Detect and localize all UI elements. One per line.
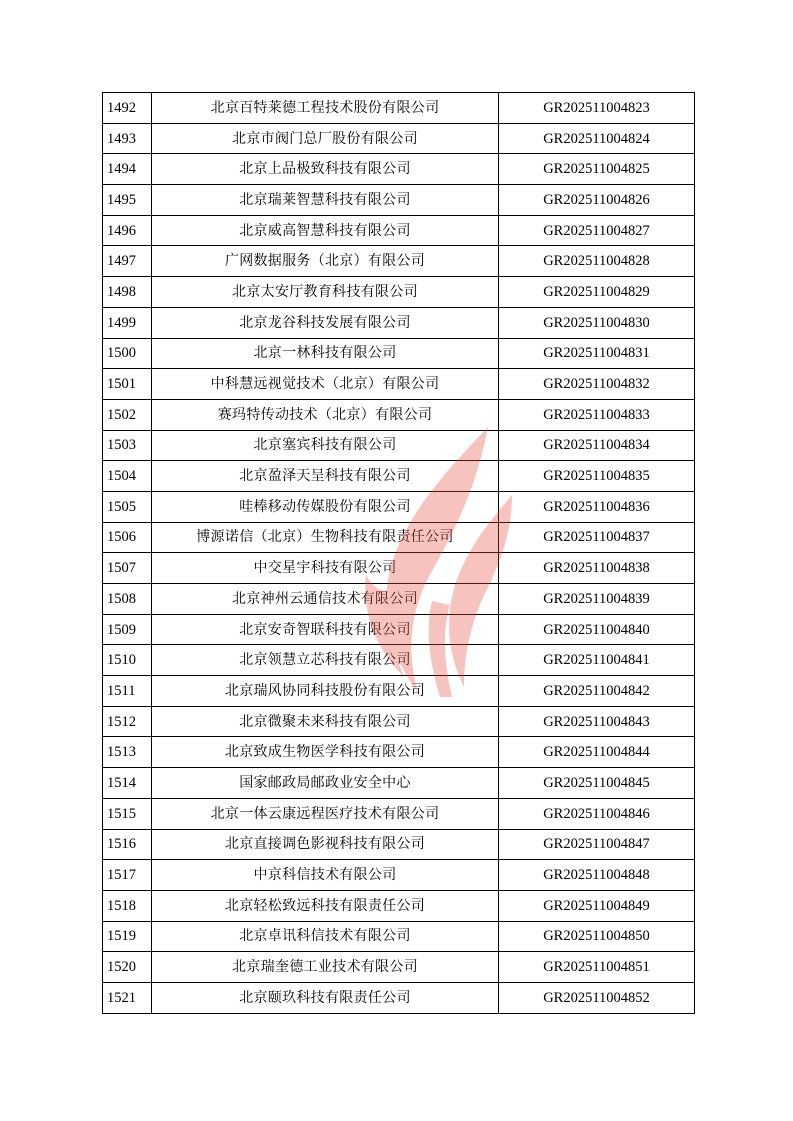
company-name-cell: 北京神州云通信技术有限公司 xyxy=(152,584,499,615)
certificate-code-cell: GR202511004829 xyxy=(499,277,695,308)
table-row xyxy=(103,952,695,983)
certificate-code-cell: GR202511004830 xyxy=(499,307,695,338)
company-name-cell: 北京太安厅教育科技有限公司 xyxy=(152,277,499,308)
company-name-cell: 北京盈泽天呈科技有限公司 xyxy=(152,461,499,492)
certificate-code-cell: GR202511004835 xyxy=(499,461,695,492)
row-number-cell: 1506 xyxy=(103,522,152,553)
table-row xyxy=(103,645,695,676)
company-name-cell: 北京塞宾科技有限公司 xyxy=(152,430,499,461)
certificate-code-cell: GR202511004837 xyxy=(499,522,695,553)
row-number-cell: 1508 xyxy=(103,584,152,615)
row-number-cell: 1515 xyxy=(103,798,152,829)
table-row xyxy=(103,185,695,216)
table-row xyxy=(103,93,695,124)
company-name-cell: 北京瑞莱智慧科技有限公司 xyxy=(152,185,499,216)
company-registry-table xyxy=(102,92,695,1014)
row-number-cell: 1521 xyxy=(103,982,152,1013)
table-row xyxy=(103,399,695,430)
certificate-code-cell: GR202511004839 xyxy=(499,584,695,615)
certificate-code-cell: GR202511004841 xyxy=(499,645,695,676)
certificate-code-cell: GR202511004849 xyxy=(499,890,695,921)
certificate-code-cell: GR202511004825 xyxy=(499,154,695,185)
row-number-cell: 1517 xyxy=(103,860,152,891)
row-number-cell: 1505 xyxy=(103,491,152,522)
table-row xyxy=(103,706,695,737)
company-name-cell: 北京百特莱德工程技术股份有限公司 xyxy=(152,93,499,124)
company-name-cell: 北京卓讯科信技术有限公司 xyxy=(152,921,499,952)
row-number-cell: 1507 xyxy=(103,553,152,584)
company-name-cell: 中交星宇科技有限公司 xyxy=(152,553,499,584)
company-name-cell: 国家邮政局邮政业安全中心 xyxy=(152,768,499,799)
table-row xyxy=(103,768,695,799)
certificate-code-cell: GR202511004850 xyxy=(499,921,695,952)
certificate-code-cell: GR202511004848 xyxy=(499,860,695,891)
company-name-cell: 北京一体云康远程医疗技术有限公司 xyxy=(152,798,499,829)
company-name-cell: 北京龙谷科技发展有限公司 xyxy=(152,307,499,338)
certificate-code-cell: GR202511004845 xyxy=(499,768,695,799)
table-row xyxy=(103,676,695,707)
company-name-cell: 北京瑞奎德工业技术有限公司 xyxy=(152,952,499,983)
table-row xyxy=(103,123,695,154)
company-name-cell: 广网数据服务（北京）有限公司 xyxy=(152,246,499,277)
table-row xyxy=(103,890,695,921)
certificate-code-cell: GR202511004838 xyxy=(499,553,695,584)
certificate-code-cell: GR202511004823 xyxy=(499,93,695,124)
row-number-cell: 1512 xyxy=(103,706,152,737)
row-number-cell: 1511 xyxy=(103,676,152,707)
certificate-code-cell: GR202511004833 xyxy=(499,399,695,430)
certificate-code-cell: GR202511004846 xyxy=(499,798,695,829)
certificate-code-cell: GR202511004851 xyxy=(499,952,695,983)
certificate-code-cell: GR202511004844 xyxy=(499,737,695,768)
table-row xyxy=(103,614,695,645)
company-name-cell: 赛玛特传动技术（北京）有限公司 xyxy=(152,399,499,430)
row-number-cell: 1514 xyxy=(103,768,152,799)
company-name-cell: 北京颐玖科技有限责任公司 xyxy=(152,982,499,1013)
table-row xyxy=(103,921,695,952)
registry-table-body xyxy=(103,93,695,1014)
table-row xyxy=(103,246,695,277)
row-number-cell: 1501 xyxy=(103,369,152,400)
row-number-cell: 1498 xyxy=(103,277,152,308)
row-number-cell: 1516 xyxy=(103,829,152,860)
row-number-cell: 1520 xyxy=(103,952,152,983)
row-number-cell: 1518 xyxy=(103,890,152,921)
table-row xyxy=(103,798,695,829)
row-number-cell: 1510 xyxy=(103,645,152,676)
certificate-code-cell: GR202511004832 xyxy=(499,369,695,400)
table-row xyxy=(103,338,695,369)
row-number-cell: 1499 xyxy=(103,307,152,338)
row-number-cell: 1492 xyxy=(103,93,152,124)
company-name-cell: 北京直接调色影视科技有限公司 xyxy=(152,829,499,860)
table-row xyxy=(103,154,695,185)
table-row xyxy=(103,307,695,338)
row-number-cell: 1493 xyxy=(103,123,152,154)
company-name-cell: 中科慧远视觉技术（北京）有限公司 xyxy=(152,369,499,400)
row-number-cell: 1500 xyxy=(103,338,152,369)
table-row xyxy=(103,522,695,553)
certificate-code-cell: GR202511004852 xyxy=(499,982,695,1013)
certificate-code-cell: GR202511004828 xyxy=(499,246,695,277)
row-number-cell: 1497 xyxy=(103,246,152,277)
table-row xyxy=(103,829,695,860)
certificate-code-cell: GR202511004843 xyxy=(499,706,695,737)
row-number-cell: 1502 xyxy=(103,399,152,430)
company-name-cell: 北京瑞风协同科技股份有限公司 xyxy=(152,676,499,707)
company-name-cell: 北京领慧立芯科技有限公司 xyxy=(152,645,499,676)
table-row xyxy=(103,553,695,584)
company-name-cell: 北京一林科技有限公司 xyxy=(152,338,499,369)
certificate-code-cell: GR202511004824 xyxy=(499,123,695,154)
table-row xyxy=(103,491,695,522)
table-row xyxy=(103,584,695,615)
company-name-cell: 哇棒移动传媒股份有限公司 xyxy=(152,491,499,522)
row-number-cell: 1509 xyxy=(103,614,152,645)
row-number-cell: 1495 xyxy=(103,185,152,216)
table-row xyxy=(103,982,695,1013)
certificate-code-cell: GR202511004831 xyxy=(499,338,695,369)
certificate-code-cell: GR202511004840 xyxy=(499,614,695,645)
row-number-cell: 1519 xyxy=(103,921,152,952)
company-name-cell: 北京市阀门总厂股份有限公司 xyxy=(152,123,499,154)
row-number-cell: 1494 xyxy=(103,154,152,185)
certificate-code-cell: GR202511004827 xyxy=(499,215,695,246)
row-number-cell: 1504 xyxy=(103,461,152,492)
table-row xyxy=(103,277,695,308)
table-row xyxy=(103,430,695,461)
company-name-cell: 博源诺信（北京）生物科技有限责任公司 xyxy=(152,522,499,553)
table-row xyxy=(103,461,695,492)
table-row xyxy=(103,860,695,891)
table-row xyxy=(103,737,695,768)
table-row xyxy=(103,215,695,246)
certificate-code-cell: GR202511004842 xyxy=(499,676,695,707)
row-number-cell: 1503 xyxy=(103,430,152,461)
company-name-cell: 北京微聚未来科技有限公司 xyxy=(152,706,499,737)
company-name-cell: 北京安奇智联科技有限公司 xyxy=(152,614,499,645)
company-name-cell: 北京上品极致科技有限公司 xyxy=(152,154,499,185)
row-number-cell: 1496 xyxy=(103,215,152,246)
company-name-cell: 北京致成生物医学科技有限公司 xyxy=(152,737,499,768)
company-name-cell: 北京轻松致远科技有限责任公司 xyxy=(152,890,499,921)
certificate-code-cell: GR202511004826 xyxy=(499,185,695,216)
certificate-code-cell: GR202511004834 xyxy=(499,430,695,461)
company-name-cell: 北京威高智慧科技有限公司 xyxy=(152,215,499,246)
certificate-code-cell: GR202511004836 xyxy=(499,491,695,522)
certificate-code-cell: GR202511004847 xyxy=(499,829,695,860)
row-number-cell: 1513 xyxy=(103,737,152,768)
table-row xyxy=(103,369,695,400)
company-name-cell: 中京科信技术有限公司 xyxy=(152,860,499,891)
